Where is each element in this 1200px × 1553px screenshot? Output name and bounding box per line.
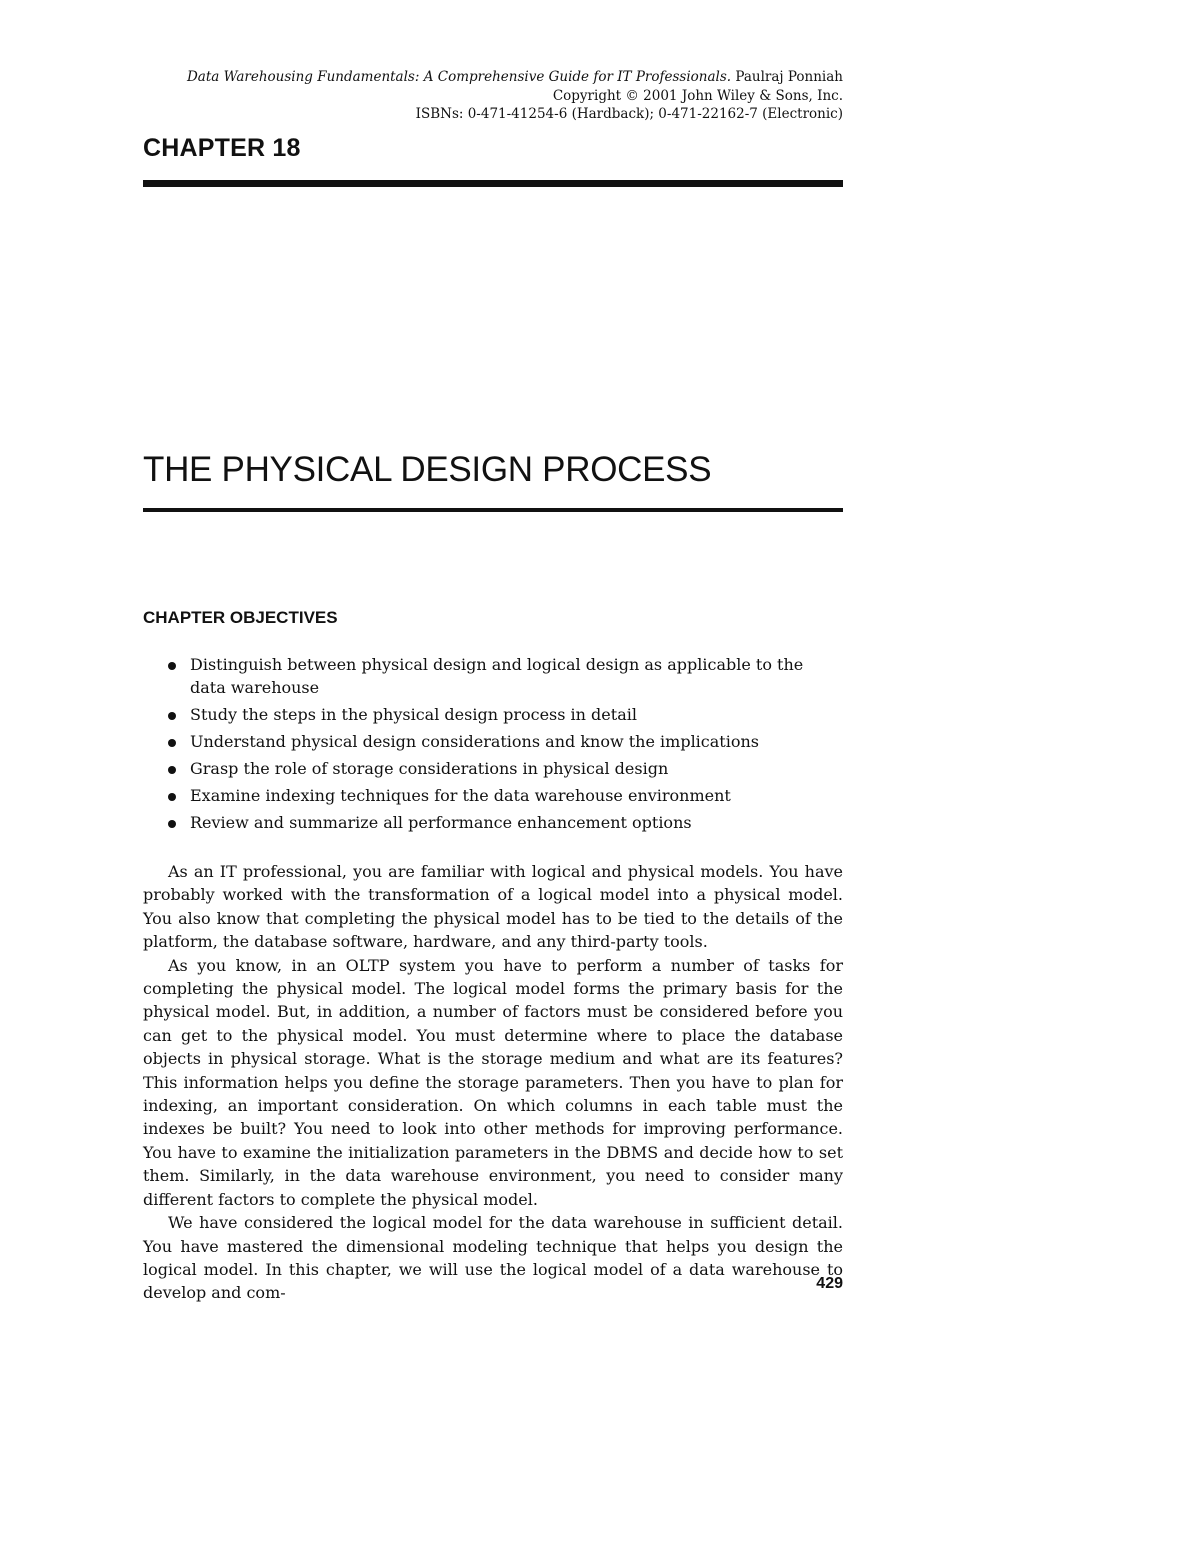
- bullet-icon: [168, 712, 176, 720]
- header-title-line: [143, 68, 843, 87]
- book-author: Paulraj Ponniah: [735, 69, 843, 85]
- header-isbn: ISBNs: 0-471-41254-6 (Hardback); 0-471-22162-7 (Electronic): [415, 106, 843, 122]
- body-paragraph: We have considered the logical model for the data warehouse in sufficient detail. You have mastered the dimensional modeling technique that helps you design the logical model. In this chapter, we will use the logical model of a data warehouse to develop and com-: [143, 1213, 843, 1303]
- bullet-icon: [168, 662, 176, 670]
- objective-item: [143, 812, 843, 835]
- bullet-icon: [168, 793, 176, 801]
- objectives-list: [143, 654, 843, 839]
- bullet-icon: [168, 820, 176, 828]
- objective-text: Examine indexing techniques for the data warehouse environment: [190, 785, 731, 805]
- book-title: Data Warehousing Fundamentals: A Comprehensive Guide for IT Professionals.: [186, 69, 732, 85]
- body-text: [143, 860, 843, 1305]
- body-paragraph: As you know, in an OLTP system you have to perform a number of tasks for completing the physical model. The logical model forms the primary basis for the physical model. But, in addition, a number of factors must be considered before you can get to the physical model. You must determine where to place the database objects in physical storage. What is the storage medium and what are its features? This information helps you define the storage parameters. Then you have to plan for indexing, an important consideration. On which columns in each table must the indexes be built? You need to look into other methods for improving performance. You have to examine the initialization parameters in the DBMS and decide how to set them. Similarly, in the data warehouse environment, you need to consider many different factors to complete the physical model.: [143, 955, 843, 1209]
- chapter-rule: [143, 180, 843, 187]
- bullet-icon: [168, 739, 176, 747]
- objectives-heading: CHAPTER OBJECTIVES: [143, 608, 338, 627]
- bullet-icon: [168, 766, 176, 774]
- chapter-label: CHAPTER 18: [143, 134, 301, 162]
- chapter-title: THE PHYSICAL DESIGN PROCESS: [143, 450, 712, 489]
- objective-item: [143, 704, 843, 727]
- objective-text: Grasp the role of storage considerations in physical design: [190, 758, 669, 778]
- objective-item: [143, 758, 843, 781]
- objective-text: Study the steps in the physical design process in detail: [190, 704, 637, 724]
- objective-text: Distinguish between physical design and logical design as applicable to the data warehouse: [190, 655, 804, 697]
- objective-item: [143, 654, 843, 699]
- page-number: 429: [816, 1275, 843, 1292]
- title-rule: [143, 508, 843, 512]
- body-paragraph: As an IT professional, you are familiar with logical and physical models. You have probably worked with the transformation of a logical model into a physical model. You also know that completing the physical model has to be tied to the details of the platform, the database software, hardware, and any third-party tools.: [143, 862, 843, 952]
- objective-item: [143, 785, 843, 808]
- header-copyright: Copyright © 2001 John Wiley & Sons, Inc.: [552, 87, 843, 104]
- objective-text: Review and summarize all performance enhancement options: [190, 812, 692, 832]
- objective-item: [143, 731, 843, 754]
- objective-text: Understand physical design considerations and know the implications: [190, 731, 759, 751]
